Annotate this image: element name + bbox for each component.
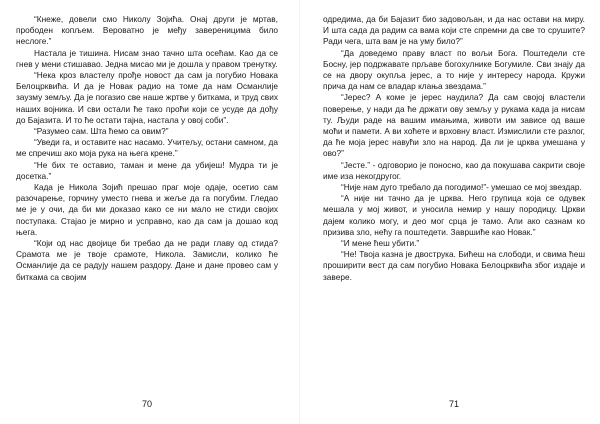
left-page	[16, 14, 278, 410]
paragraph: “Не бих те оставио, таман и мене да убијеш! Мудра ти је досетка.”	[16, 159, 278, 181]
page-gutter	[299, 0, 300, 424]
paragraph: “Који од нас двојице би требао да не ради главу од стида? Срамота ме је твоје срамоте, Никола. Замисли, колико ће Османлије да се радују нашем раздору. Дане и дане провео сам у биткама са својим	[16, 238, 278, 282]
paragraph: “Јерес? А коме је јерес наудила? Да сам својој властели поверење, у нади да ће држати ову земљу у рукама када ја нисам ту. Људи раде на вашим имањима, животи им зависе од ваше моћи и памети. А ви хоћете и врховну власт. Измислили сте разлог, да ће моја јерес навући зло на народ. Да ли је црква умешана у ово?”	[323, 92, 585, 159]
paragraph: “И мене ћеш убити.”	[341, 238, 420, 249]
paragraph: Настала је тишина. Нисам знао тачно шта осећам. Као да се гнев у мени стишавао. Једна мисао ми је дошла у правом тренутку.	[16, 47, 278, 69]
paragraph: “Уведи га, и оставите нас насамо. Учитељу, остани самном, да ме спречиш ако моја рука на њега крене.”	[16, 137, 278, 159]
paragraph: “Кнеже, довели смо Николу Зојића. Онај други је мртав, прободен копљем. Вероватно је међу завереницима било неслоге.”	[16, 14, 278, 47]
paragraph: одредима, да би Бајазит био задовољан, и да нас остави на миру. И шта сада да радим са вама који сте спремни да све то срушите? Ради чега, шта вам је на уму било?”	[323, 14, 585, 47]
paragraph: “А није ни тачно да је црква. Него групица која се одувек мешала у мој живот, и уносила немир у нашу породицу. Цркви дајем колико могу, и део мог срца је тамо. Али ако сазнам ко призива зло, нећу га поштедети. Завршиће као Новак.”	[323, 193, 585, 237]
page-number: 71	[448, 399, 459, 409]
paragraph: “Јесте.” - одговорио је поносно, као да покушава сакрити своје име иза некогдругог.	[323, 159, 585, 181]
paragraph: Када је Никола Зојић прешао праг моје одаје, осетио сам разочарење, горчину уместо гнева и жеље да га погубим. Гледао ме је у очи, да би ми доказао како се ни мало не стиди својих поступака. Стајао је мирно и усправно, као да сам ја дошао код њега.	[16, 182, 278, 237]
paragraph: “Нека кроз властелу прође новост да сам ја погубио Новака Белоцрквића. И да је Новак радио на томе да нам Османлије заузму земљу. Да је погазио све наше жртве у биткама, и труд свих наших војника. И сви остали ће тако проћи који се усуде да дођу до Бајазита. И то ће остати тајна, настала у овој соби”.	[16, 70, 278, 125]
paragraph: “Да доведемо праву власт по вољи Бога. Поштедели сте Босну, јер подржавате прљаве богохулнике Богумиле. Сви знају да се на двору окупља јерес, а то није у интересу народа. Кружи прича да нам се владар клања звездама.”	[323, 47, 585, 92]
page-number: 70	[141, 399, 152, 409]
paragraph: “Није нам дуго требало да погодимо!”- умешао се мој звездар.	[341, 182, 582, 193]
right-page	[323, 14, 585, 410]
paragraph: “Разумео сам. Шта ћемо са овим?”	[34, 126, 169, 137]
paragraph: “Не! Твоја казна је двострука. Бићеш на слободи, и свима ћеш проширити вест да сам погубио Новака Белоцрквића због издаје и завере.	[323, 249, 585, 282]
